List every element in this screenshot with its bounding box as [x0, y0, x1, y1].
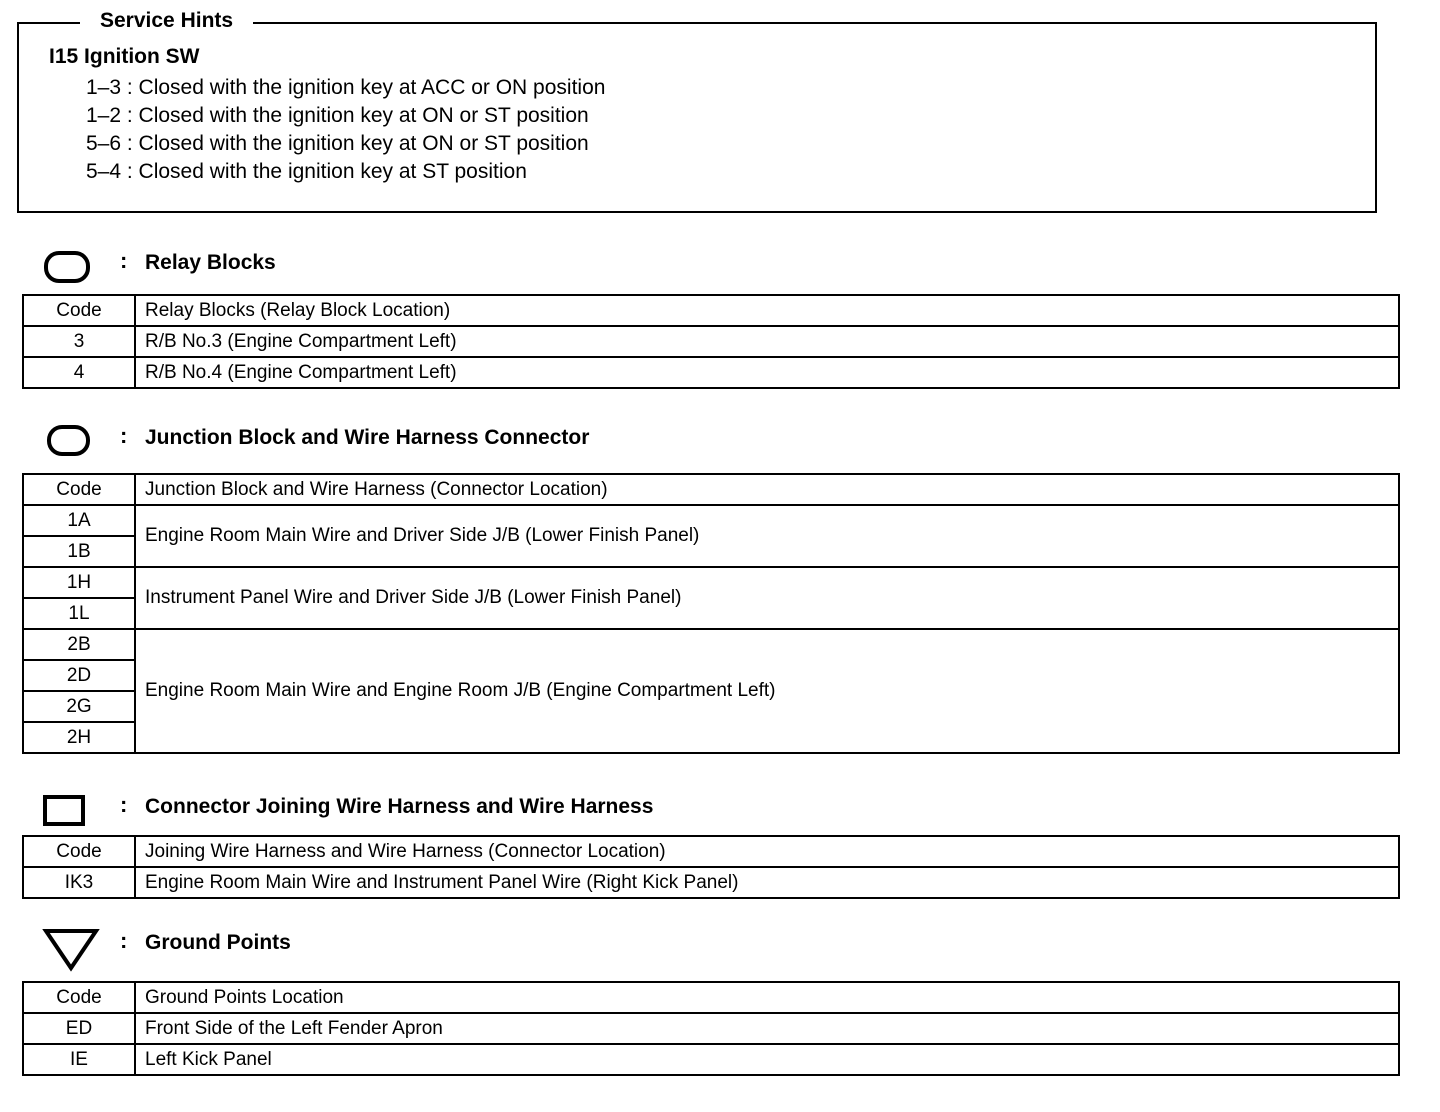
code-cell: IK3 [23, 867, 135, 898]
location-cell: Engine Room Main Wire and Instrument Panel Wire (Right Kick Panel) [135, 867, 1399, 898]
junction-block-table [22, 473, 1400, 754]
code-cell: 4 [23, 357, 135, 388]
code-cell: IE [23, 1044, 135, 1075]
location-header: Ground Points Location [135, 982, 1399, 1013]
heading-colon: : [120, 423, 128, 448]
table-row [23, 1013, 1399, 1044]
hint-line: 5–4 : Closed with the ignition key at ST position [86, 160, 527, 183]
code-cell: 2B [23, 629, 135, 660]
service-hints-heading: I15 Ignition SW [49, 45, 200, 68]
rounded-rectangle-icon [40, 423, 96, 463]
ground-points-title: Ground Points [145, 931, 291, 954]
table-header-row [23, 836, 1399, 867]
relay-blocks-table [22, 294, 1400, 389]
location-cell: Engine Room Main Wire and Driver Side J/B (Lower Finish Panel) [135, 505, 1399, 567]
code-cell: 2G [23, 691, 135, 722]
location-header: Junction Block and Wire Harness (Connector Location) [135, 474, 1399, 505]
location-cell: Instrument Panel Wire and Driver Side J/B (Lower Finish Panel) [135, 567, 1399, 629]
table-row [23, 1044, 1399, 1075]
heading-colon: : [120, 248, 128, 273]
hint-line: 5–6 : Closed with the ignition key at ON or ST position [86, 132, 589, 155]
table-header-row [23, 295, 1399, 326]
heading-colon: : [120, 928, 128, 953]
location-header: Relay Blocks (Relay Block Location) [135, 295, 1399, 326]
junction-block-title: Junction Block and Wire Harness Connector [145, 426, 590, 449]
code-cell: 1L [23, 598, 135, 629]
joining-connector-title: Connector Joining Wire Harness and Wire Harness [145, 795, 654, 818]
code-cell: 1A [23, 505, 135, 536]
ground-triangle-icon [40, 928, 104, 976]
code-cell: 3 [23, 326, 135, 357]
table-header-row [23, 474, 1399, 505]
table-row [23, 567, 1399, 598]
rectangle-icon [40, 792, 96, 832]
location-cell: Engine Room Main Wire and Engine Room J/B (Engine Compartment Left) [135, 629, 1399, 753]
code-cell: 2D [23, 660, 135, 691]
hint-line: 1–3 : Closed with the ignition key at ACC or ON position [86, 76, 606, 99]
ground-points-table [22, 981, 1400, 1076]
code-header: Code [23, 836, 135, 867]
code-cell: ED [23, 1013, 135, 1044]
code-header: Code [23, 982, 135, 1013]
joining-connector-table [22, 835, 1400, 899]
location-cell: Front Side of the Left Fender Apron [135, 1013, 1399, 1044]
code-header: Code [23, 295, 135, 326]
code-cell: 1B [23, 536, 135, 567]
rounded-rectangle-icon [40, 248, 96, 288]
heading-colon: : [120, 792, 128, 817]
location-header: Joining Wire Harness and Wire Harness (Connector Location) [135, 836, 1399, 867]
location-cell: R/B No.4 (Engine Compartment Left) [135, 357, 1399, 388]
table-header-row [23, 982, 1399, 1013]
table-row [23, 357, 1399, 388]
table-row [23, 505, 1399, 536]
service-hints-title: Service Hints [80, 8, 253, 34]
hint-line: 1–2 : Closed with the ignition key at ON or ST position [86, 104, 589, 127]
relay-blocks-title: Relay Blocks [145, 251, 276, 274]
code-header: Code [23, 474, 135, 505]
location-cell: Left Kick Panel [135, 1044, 1399, 1075]
table-row [23, 629, 1399, 660]
table-row [23, 326, 1399, 357]
code-cell: 2H [23, 722, 135, 753]
table-row [23, 867, 1399, 898]
location-cell: R/B No.3 (Engine Compartment Left) [135, 326, 1399, 357]
code-cell: 1H [23, 567, 135, 598]
